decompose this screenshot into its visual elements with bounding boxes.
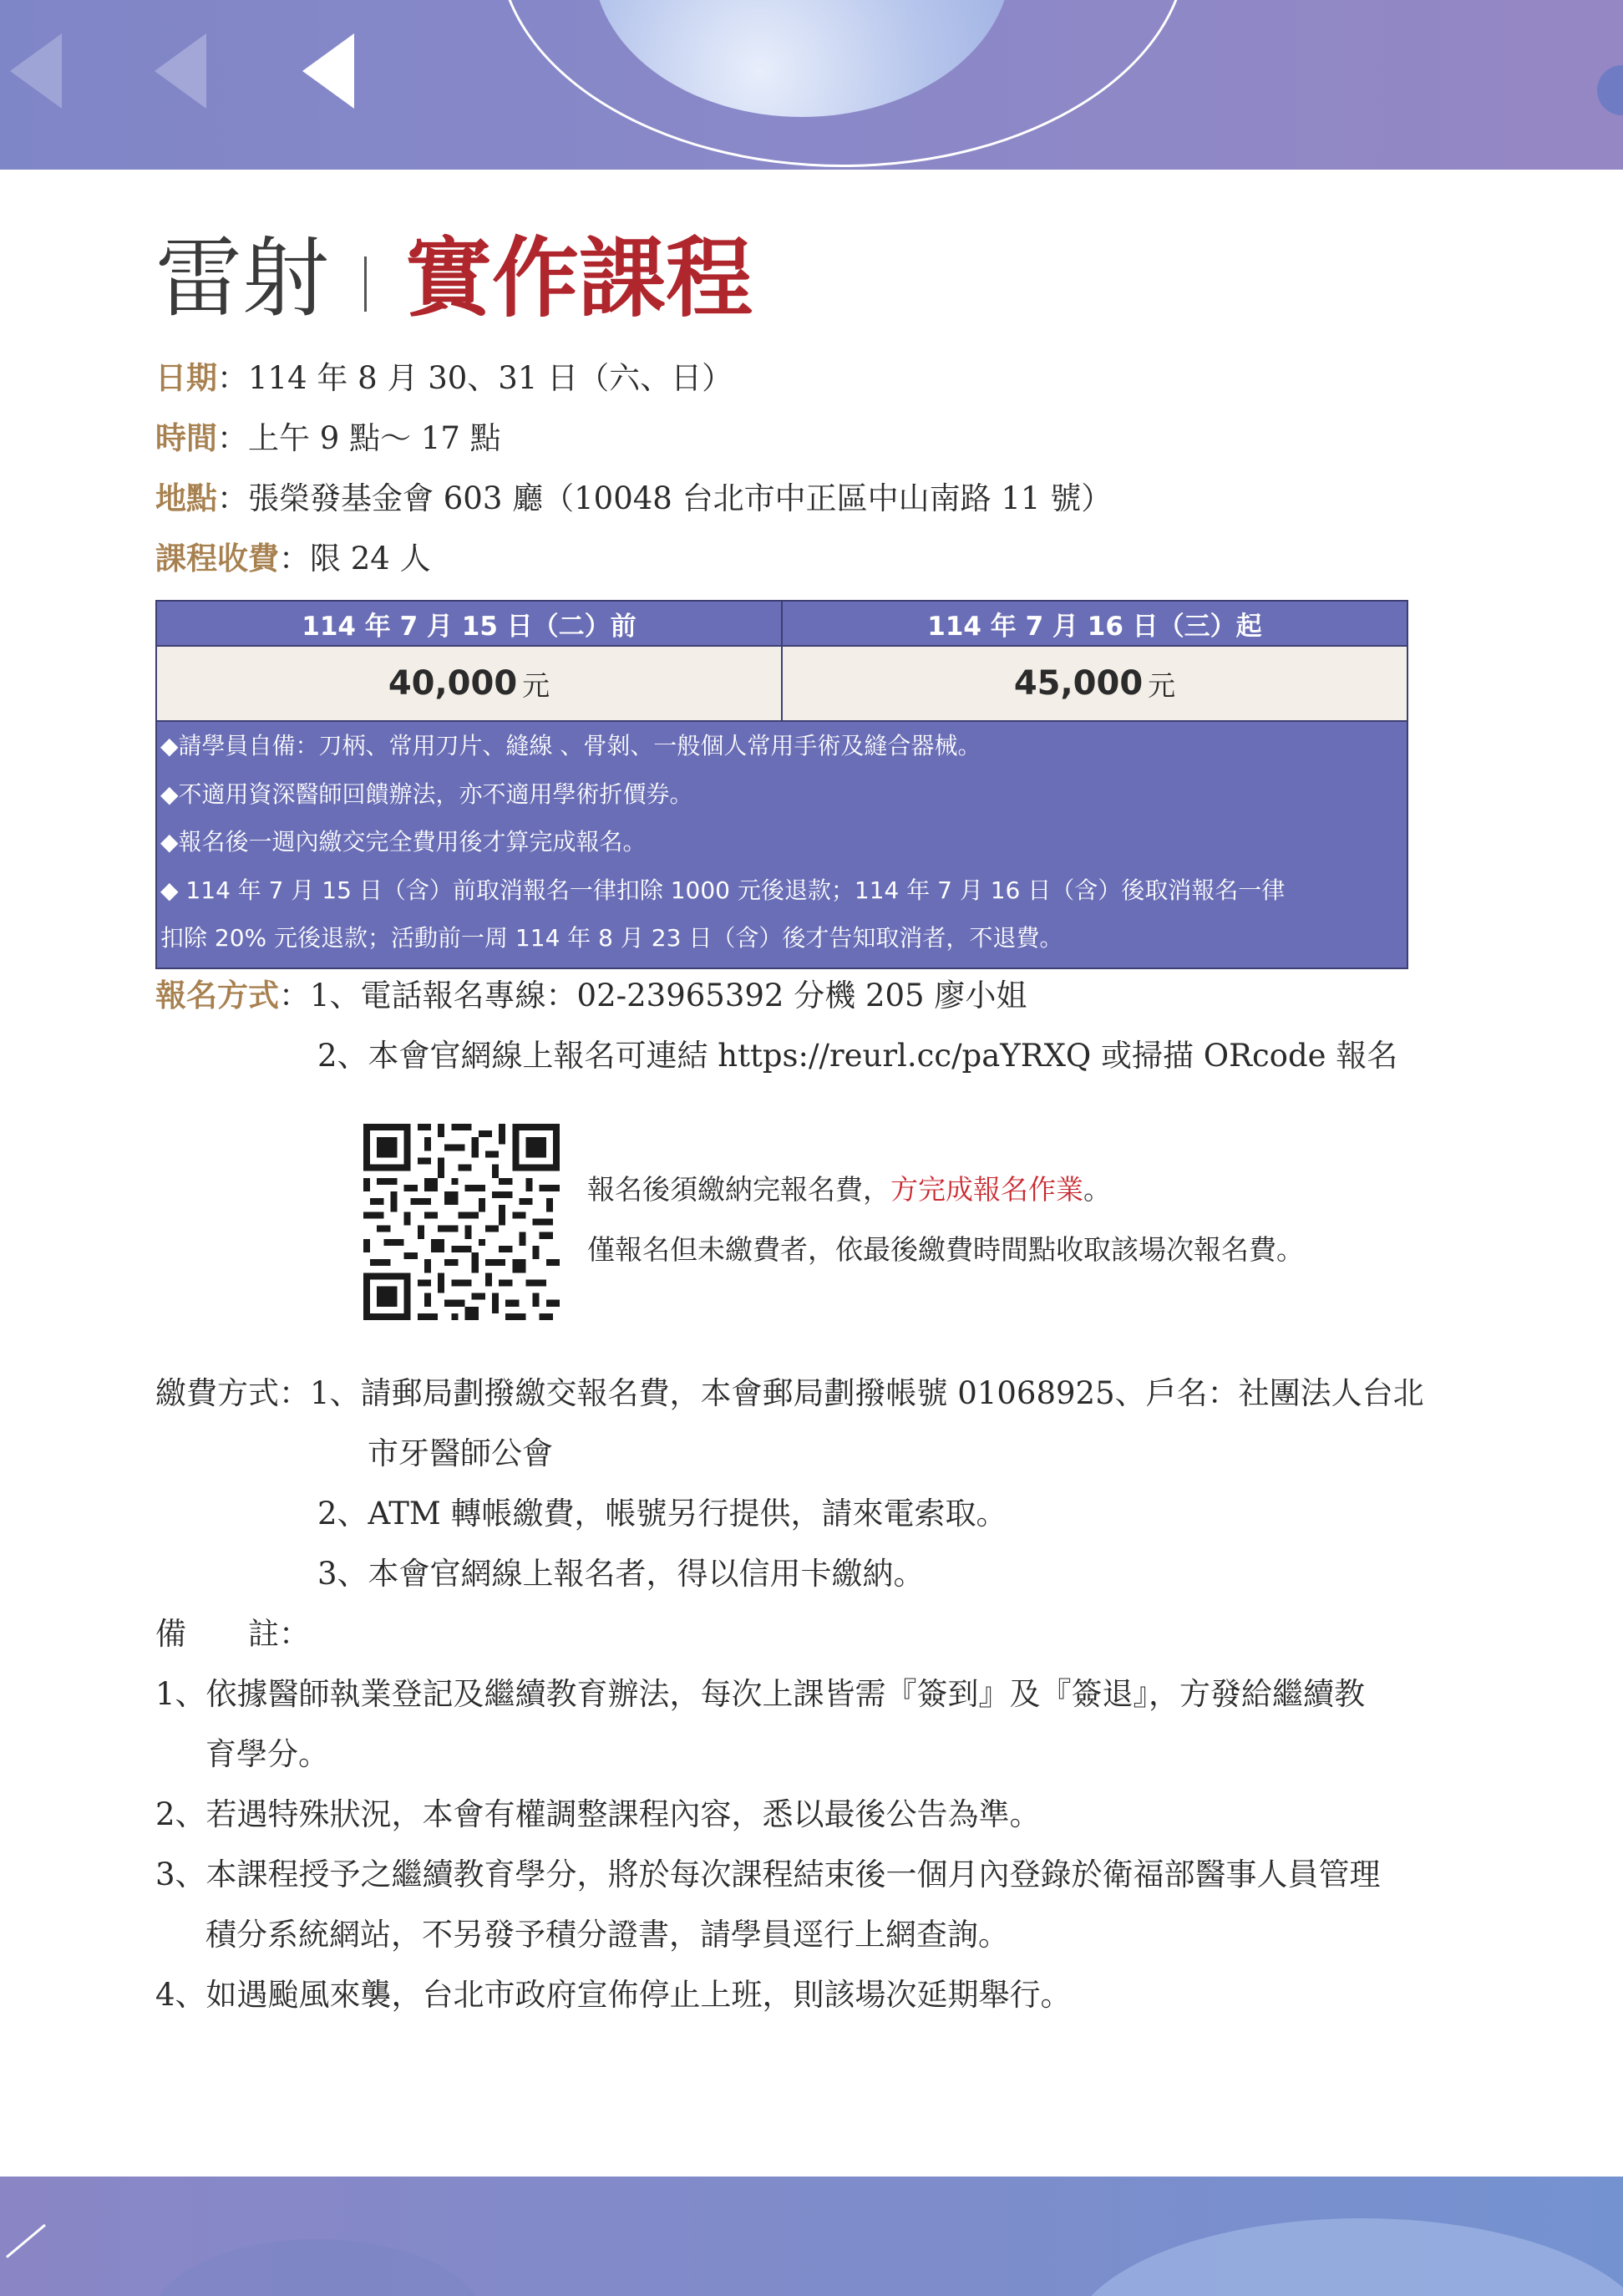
fee-note: ◆報名後一週內繳交完全費用後才算完成報名。 xyxy=(160,828,647,856)
remark-item: 2、若遇特殊狀況，本會有權調整課程內容，悉以最後公告為準。 xyxy=(155,1796,1041,1832)
payment-label: 繳費方式： xyxy=(155,1375,310,1411)
time-label: 時間 xyxy=(155,420,217,456)
date-label: 日期 xyxy=(155,360,217,396)
qr-note-emphasis: 方完成報名作業 xyxy=(890,1173,1083,1206)
payment-line-1-cont: 市牙醫師公會 xyxy=(368,1435,553,1471)
early-bird-price xyxy=(157,647,781,720)
decorative-ring xyxy=(498,0,1188,167)
price-unit: 元 xyxy=(522,668,550,702)
left-arrow-icon xyxy=(302,33,354,109)
fee-value: 限 24 人 xyxy=(310,541,431,577)
regular-price xyxy=(781,647,1407,720)
registration-line-2 xyxy=(317,1035,1397,1077)
place-label: 地點 xyxy=(155,480,217,516)
remark-item-cont: 積分系統網站，不另發予積分證書，請學員逕行上網查詢。 xyxy=(205,1917,1009,1953)
payment-line-1 xyxy=(155,1373,1424,1415)
time-value: 上午 9 點～ 17 點 xyxy=(248,420,501,456)
registration-line-1: 報名方式：1、電話報名專線：02-23965392 分機 205 廖小姐 xyxy=(155,978,1027,1013)
fee-note: 扣除 20% 元後退款；活動前一周 114 年 8 月 23 日（含）後才告知取消者，不退費。 xyxy=(160,924,1063,952)
page-title xyxy=(155,224,753,333)
fee-table-header xyxy=(157,602,1407,645)
registration-label: 報名方式 xyxy=(155,978,279,1013)
payment-line-2: 2、ATM 轉帳繳費，帳號另行提供，請來電索取。 xyxy=(317,1496,1007,1532)
remark-item-cont: 育學分。 xyxy=(205,1736,329,1772)
price-unit: 元 xyxy=(1148,668,1176,702)
remarks-label: 備 註： xyxy=(155,1616,310,1652)
qr-note-c: 。 xyxy=(1083,1173,1111,1206)
title-main: 雷射 xyxy=(155,227,330,329)
remark-item: 3、本課程授予之繼續教育學分，將於每次課程結束後一個月內登錄於衛福部醫事人員管理 xyxy=(155,1857,1381,1892)
qr-note-line-1 xyxy=(587,1171,1111,1208)
left-arrow-icon xyxy=(155,33,206,109)
remark-item: 1、依據醫師執業登記及繼續教育辦法，每次上課皆需『簽到』及『簽退』，方發給繼續教 xyxy=(155,1676,1366,1712)
payment-postal: 1、請郵局劃撥繳交報名費，本會郵局劃撥帳號 01068925、戶名：社團法人台北 xyxy=(310,1375,1424,1411)
fee-table xyxy=(155,600,1408,969)
decorative-orb xyxy=(150,2239,484,2296)
header-banner xyxy=(0,0,1623,170)
title-highlight: 實作課程 xyxy=(405,227,753,329)
fee-note: ◆請學員自備：刀柄、常用刀片、縫線 、骨剝、一般個人常用手術及縫合器械。 xyxy=(160,732,981,759)
fee-note: ◆不適用資深醫師回饋辦法，亦不適用學術折價券。 xyxy=(160,780,693,808)
fee-table-prices xyxy=(157,645,1407,722)
fee-note: ◆ 114 年 7 月 15 日（含）前取消報名一律扣除 1000 元後退款；114 年 7 月 16 日（含）後取消報名一律 xyxy=(160,876,1286,904)
time-line: 時間：上午 9 點～ 17 點 xyxy=(155,420,501,456)
left-arrow-icon xyxy=(10,33,62,109)
remark-item: 4、如遇颱風來襲，台北市政府宣佈停止上班，則該場次延期舉行。 xyxy=(155,1977,1072,2013)
fee-label: 課程收費 xyxy=(155,541,279,577)
regular-header: 114 年 7 月 16 日（三）起 xyxy=(781,602,1407,645)
qr-code-icon[interactable] xyxy=(363,1124,560,1320)
price-value: 45,000 xyxy=(1013,664,1144,703)
qr-note-a: 報名後須繳納完報名費， xyxy=(587,1173,890,1206)
price-value: 40,000 xyxy=(388,664,518,703)
decorative-orb xyxy=(1069,2218,1623,2296)
registration-phone: 1、電話報名專線：02-23965392 分機 205 廖小姐 xyxy=(310,978,1027,1013)
footer-banner xyxy=(0,2177,1623,2296)
date-line: 日期：114 年 8 月 30、31 日（六、日） xyxy=(155,360,733,396)
fee-notes xyxy=(157,722,1407,968)
decorative-dot xyxy=(1597,65,1623,115)
payment-line-3: 3、本會官網線上報名者，得以信用卡繳納。 xyxy=(317,1556,925,1592)
registration-online[interactable]: 2、本會官網線上報名可連結 https://reurl.cc/paYRXQ 或掃描 ORcode 報名 xyxy=(317,1038,1398,1074)
date-value: 114 年 8 月 30、31 日（六、日） xyxy=(248,360,733,396)
fee-line: 課程收費：限 24 人 xyxy=(155,541,431,577)
title-divider xyxy=(364,257,367,312)
decorative-line xyxy=(6,2224,46,2258)
qr-note-line-2: 僅報名但未繳費者，依最後繳費時間點收取該場次報名費。 xyxy=(587,1233,1304,1266)
early-bird-header: 114 年 7 月 15 日（二）前 xyxy=(302,611,637,642)
place-line: 地點：張榮發基金會 603 廳（10048 台北市中正區中山南路 11 號） xyxy=(155,480,1113,516)
place-value: 張榮發基金會 603 廳（10048 台北市中正區中山南路 11 號） xyxy=(248,480,1113,516)
